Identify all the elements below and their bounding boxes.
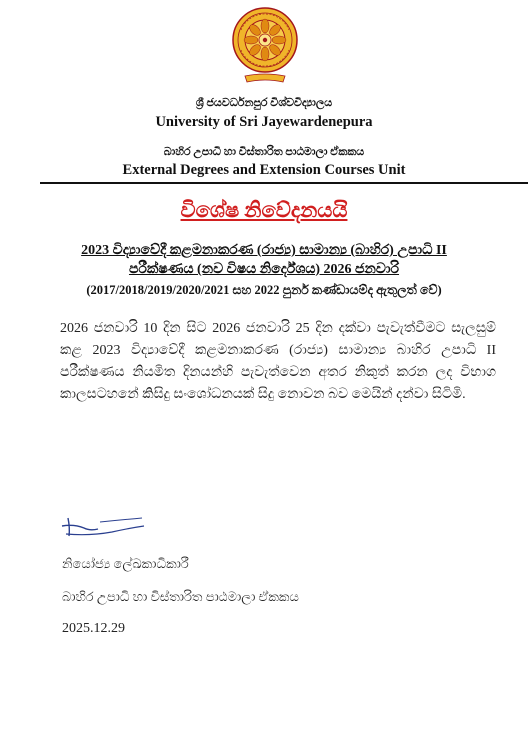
handwritten-signature-icon — [60, 514, 150, 540]
university-name-english: University of Sri Jayewardenepura — [155, 114, 373, 130]
notice-body: 2026 ජනවාරි 10 දින සිට 2026 ජනවාරි 25 දින දක්වා පැවැත්වීමට සැලසුම් කළ 2023 විද්‍යාවේදී කළමනාකරණ (රාජ්‍ය) සාමාන්‍ය බාහිර උපාධි II පරීක්ෂණය නියමිත දිනයන්හි පැවැත්වෙන අතර නිකුත් කරන ලද විභාග කාලසටහනේ කිසිදු සංශෝධනයක් සිදු නොවන බව මෙයින් දන්වා සිටිමි. — [60, 321, 496, 402]
notice-date: 2025.12.29 — [62, 621, 125, 636]
university-crest-icon — [231, 6, 299, 84]
notice-subject-line-2: පරීක්ෂණය (නව විෂය නිර්දේශය) 2026 ජනවාරි — [128, 262, 400, 277]
unit-name-english: External Degrees and Extension Courses Unit — [122, 162, 406, 178]
signatory-position: නියෝජ්‍ය ලේඛකාධිකාරී — [62, 556, 189, 571]
unit-name-sinhala: බාහිර උපාධි හා විස්තාරිත පාඨමාලා ඒකකය — [163, 146, 365, 158]
notice-title: විශේෂ නිවේදනයයි — [180, 198, 348, 222]
notice-subject-line-1: 2023 විද්‍යාවේදී කළමනාකරණ (රාජ්‍ය) සාමාන්‍ය (බාහිර) උපාධි II — [81, 243, 447, 258]
notice-subject-line-3: (2017/2018/2019/2020/2021 සහ 2022 පුනර් කණ්ඩායම්ද ඇතුලත් වේ) — [86, 283, 442, 297]
university-name-sinhala: ශ්‍රී ජයවර්ධනපුර විශ්වවිද්‍යාලය — [195, 97, 333, 109]
signatory-unit: බාහිර උපාධි හා විස්තාරිත පාඨමාලා ඒකකය — [62, 589, 299, 604]
header-divider — [40, 182, 528, 184]
